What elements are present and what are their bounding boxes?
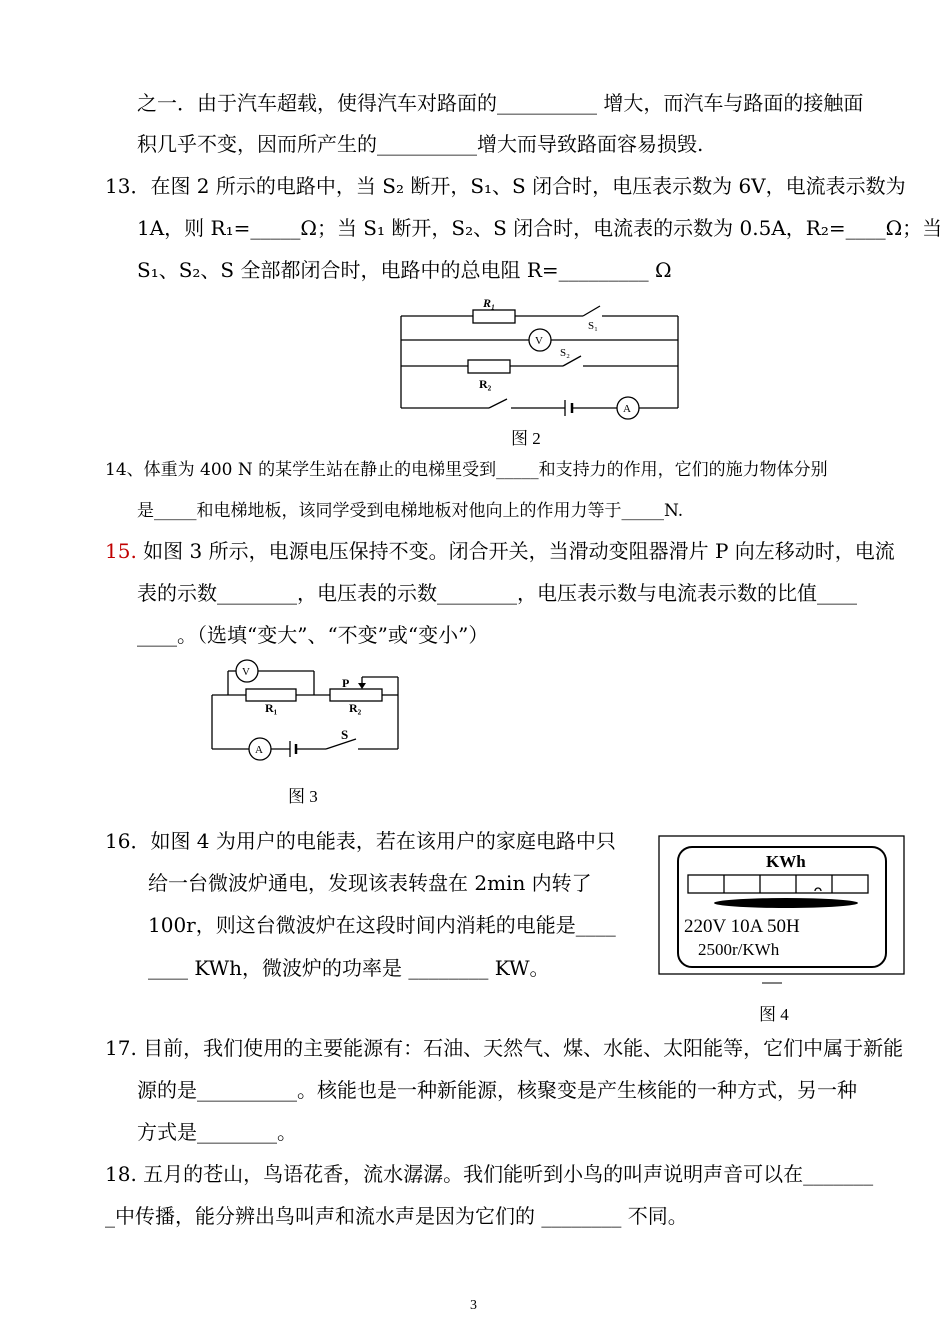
fig4-spec-line-1: 220V 10A 50H (684, 916, 800, 937)
q17-line-3: 方式是________。 (137, 1120, 297, 1144)
fig2-voltmeter-label: V (535, 335, 543, 347)
q17-line-2: 源的是__________。核能也是一种新能源，核聚变是产生核能的一种方式，另一种 (137, 1078, 857, 1102)
q16-line-2: 给一台微波炉通电，发现该表转盘在 2min 内转了 (148, 871, 592, 895)
fig2-ammeter-label: A (623, 403, 631, 415)
figure-2-circuit (395, 298, 685, 413)
fig3-r1-label: R₁ (265, 701, 278, 715)
fig4-spec-line-2: 2500r/KWh (698, 940, 780, 959)
fig2-s1-label: S₁ (588, 320, 598, 332)
fig3-s-label: S (341, 727, 349, 742)
figure-3-caption: 图 3 (288, 787, 318, 806)
q15-line-1 (105, 538, 895, 564)
fig3-ammeter-label: A (255, 744, 263, 756)
q17-line-1: 17. 目前，我们使用的主要能源有：石油、天然气、煤、水能、太阳能等，它们中属于新能 (105, 1036, 904, 1060)
q13-line-3: S₁、S₂、S 全部都闭合时，电路中的总电阻 R=_________ Ω (137, 258, 672, 282)
fig3-p-label: P (342, 676, 350, 690)
q15-line-3: ____。（选填“变大”、“不变”或“变小”） (137, 623, 489, 647)
q12-line-2: 积几乎不变，因而所产生的__________增大而导致路面容易损毁. (137, 132, 704, 156)
fig3-r2-label: R₂ (349, 701, 362, 715)
q14-line-2: 是_____和电梯地板，该同学受到电梯地板对他向上的作用力等于_____N. (137, 501, 684, 521)
q15-line-1-text: 如图 3 所示，电源电压保持不变。闭合开关，当滑动变阻器滑片 P 向左移动时，电流 (136, 539, 895, 563)
q13-line-1: 13．在图 2 所示的电路中，当 S₂ 断开，S₁、S 闭合时，电压表示数为 6V，电流表示数为 (105, 174, 906, 198)
q12-line-1: 之一．由于汽车超载，使得汽车对路面的__________ 增大，而汽车与路面的接触面 (137, 91, 864, 115)
q15-number: 15. (105, 539, 137, 563)
q18-line-2: _中传播，能分辨出鸟叫声和流水声是因为它们的 ________ 不同。 (105, 1204, 688, 1228)
q16-line-3: 100r，则这台微波炉在这段时间内消耗的电能是____ (148, 913, 616, 937)
fig2-r2-label: R₂ (479, 377, 492, 391)
q14-line-1: 14、体重为 400 N 的某学生站在静止的电梯里受到_____和支持力的作用，它们的施力物体分别 (105, 460, 828, 480)
fig3-voltmeter-label: V (242, 666, 250, 678)
figure-2-caption: 图 2 (511, 429, 541, 448)
q18-line-1: 18. 五月的苍山，鸟语花香，流水潺潺。我们能听到小鸟的叫声说明声音可以在_______ (105, 1162, 874, 1186)
q16-line-1: 16．如图 4 为用户的电能表，若在该用户的家庭电路中只 (105, 829, 616, 853)
q15-line-2: 表的示数________，电压表的示数________，电压表示数与电流表示数的比值____ (137, 581, 857, 605)
fig2-s2-label: S₂ (560, 347, 570, 359)
figure-4-electricity-meter (658, 835, 906, 985)
figure-3-circuit (208, 657, 408, 757)
fig4-unit-label: KWh (766, 852, 806, 871)
q16-line-4: ____ KWh，微波炉的功率是 ________ KW。 (148, 956, 550, 980)
fig2-r1-label: R₁ (483, 296, 496, 310)
page-number: 3 (470, 1298, 477, 1313)
q13-line-2: 1A，则 R₁=_____Ω；当 S₁ 断开，S₂、S 闭合时，电流表的示数为 0.5A，R₂=____Ω；当 (137, 216, 943, 240)
figure-4-caption: 图 4 (759, 1005, 789, 1024)
